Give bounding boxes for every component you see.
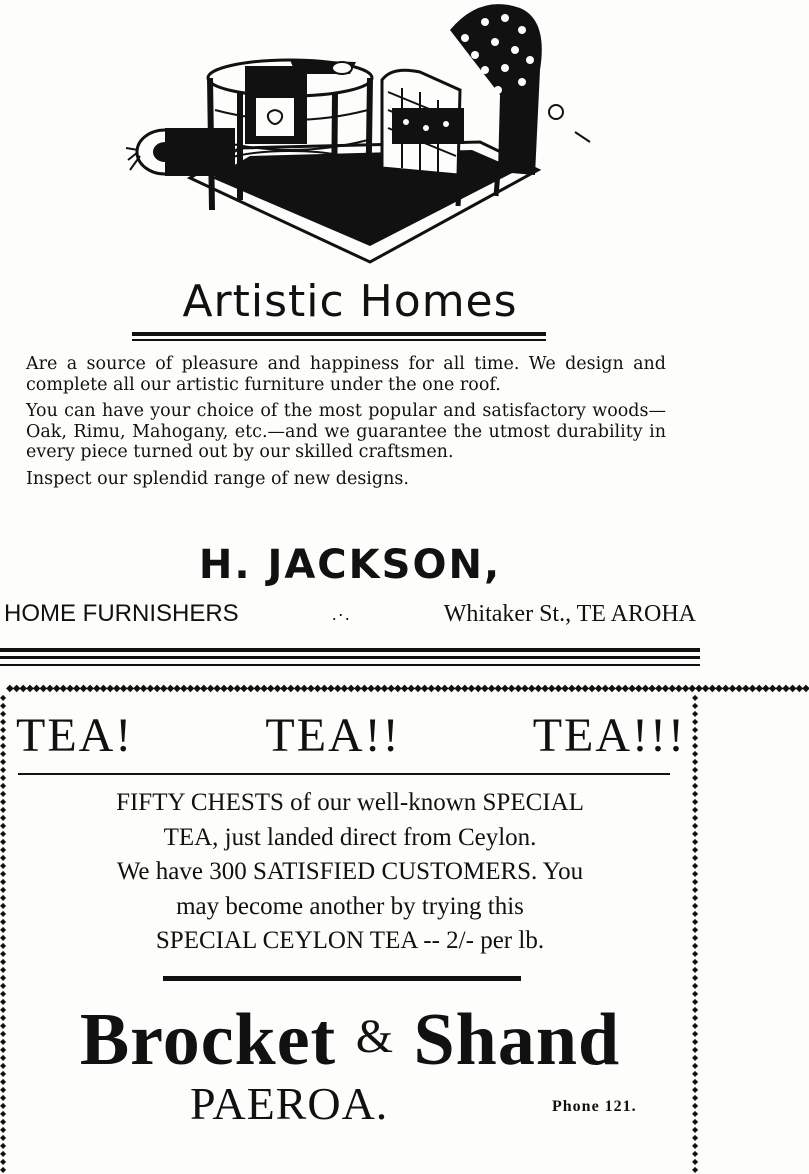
headline-rule (18, 773, 670, 775)
diamond-border-right: ◆◆◆◆◆◆◆◆◆◆◆◆◆◆◆◆◆◆◆◆◆◆◆◆◆◆◆◆◆◆◆◆◆◆◆◆◆◆◆◆◆◆◆◆◆◆◆◆◆◆◆◆◆◆◆◆◆◆◆◆ (692, 693, 699, 1174)
tea-headline (16, 702, 686, 768)
divider-rule (0, 648, 700, 652)
furniture-advertisement (0, 0, 700, 650)
tea-line-1: FIFTY CHESTS of our well-known SPECIAL (116, 789, 584, 816)
address-label: Whitaker St., TE AROHA (443, 601, 696, 627)
phone-number: Phone 121. (552, 1098, 637, 1115)
title-underline (132, 332, 546, 336)
tea-line-3: We have 300 SATISFIED CUSTOMERS. You (116, 858, 584, 885)
tea-line-2: TEA, just landed direct from Ceylon. (163, 823, 537, 851)
body-rule (163, 976, 521, 981)
separator-dots: .·. (331, 604, 351, 624)
diamond-border-top: ◆◆◆◆◆◆◆◆◆◆◆◆◆◆◆◆◆◆◆◆◆◆◆◆◆◆◆◆◆◆◆◆◆◆◆◆◆◆◆◆◆◆◆◆◆◆◆◆◆◆◆◆◆◆◆◆◆◆◆◆◆◆◆◆◆◆◆◆◆◆◆◆◆◆◆◆◆◆◆◆◆◆◆◆◆◆◆◆◆◆◆◆◆◆◆◆◆◆◆◆◆◆◆◆◆◆◆◆◆◆◆◆◆◆◆◆◆◆◆◆ (6, 683, 809, 694)
body-paragraph-3: Inspect our splendid range of new designs. (26, 468, 409, 489)
trade-address-line (4, 596, 696, 632)
firm-name (0, 994, 700, 1083)
body-paragraph-1: Are a source of pleasure and happiness for all time. We design and complete all our artistic furniture under the one roof. (26, 354, 666, 395)
tea-headline-3: TEA!!! (532, 708, 686, 762)
diamond-border-left: ◆◆◆◆◆◆◆◆◆◆◆◆◆◆◆◆◆◆◆◆◆◆◆◆◆◆◆◆◆◆◆◆◆◆◆◆◆◆◆◆◆◆◆◆◆◆◆◆◆◆◆◆◆◆◆◆◆◆◆◆ (0, 693, 7, 1174)
firm-name-part1: Brocket (79, 999, 337, 1081)
ad-title: Artistic Homes (182, 276, 518, 327)
town-name: PAEROA. (190, 1078, 389, 1129)
tea-headline-1: TEA! (16, 708, 134, 762)
title-underline-thin (132, 339, 546, 341)
tea-body (0, 786, 700, 959)
advertiser-name: H. JACKSON, (198, 542, 502, 588)
divider-rule (0, 664, 700, 666)
tea-headline-2: TEA!! (265, 708, 401, 762)
divider-rule (0, 656, 700, 659)
firm-name-part2: Shand (413, 999, 621, 1081)
ad-body (26, 354, 666, 495)
firm-ampersand: & (355, 1010, 395, 1063)
wicker-chair-and-table-icon (120, 0, 600, 272)
tea-line-4: may become another by trying this (176, 892, 524, 920)
tea-line-5: SPECIAL CEYLON TEA -- 2/- per lb. (155, 927, 545, 954)
body-paragraph-2: You can have your choice of the most popular and satisfactory woods—Oak, Rimu, Mahogany, etc.—and we guarantee the utmost durability in every piece turned out by our skilled craftsmen. (26, 401, 666, 462)
trade-label: HOME FURNISHERS (4, 600, 239, 627)
tea-advertisement (0, 676, 809, 1174)
